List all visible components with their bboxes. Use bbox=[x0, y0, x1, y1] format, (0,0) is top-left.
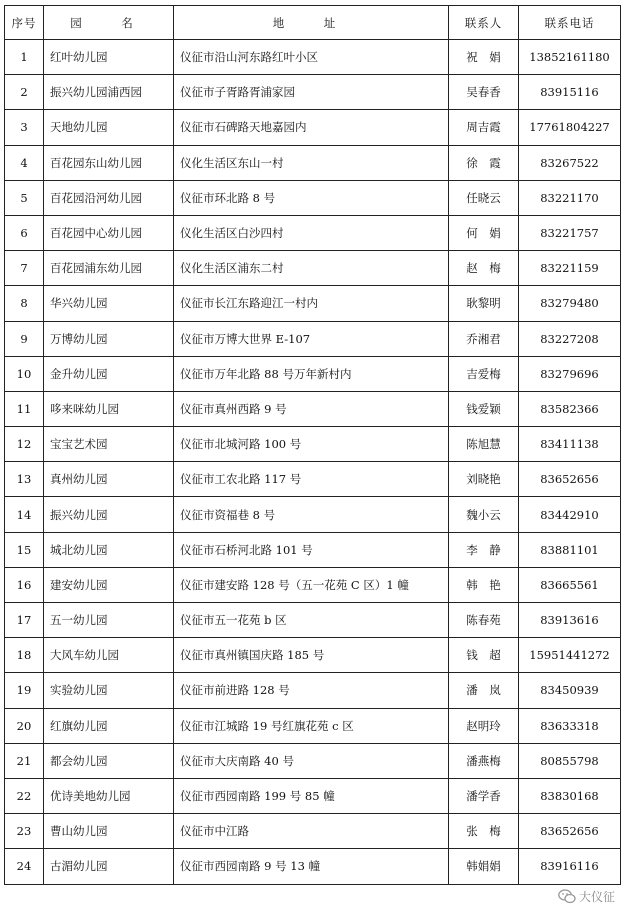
cell-name: 华兴幼儿园 bbox=[44, 286, 174, 321]
cell-name: 优诗美地幼儿园 bbox=[44, 778, 174, 813]
cell-name: 振兴幼儿园 bbox=[44, 497, 174, 532]
table-row bbox=[5, 532, 621, 567]
cell-contact: 乔湘君 bbox=[449, 321, 519, 356]
cell-contact: 祝 娟 bbox=[449, 40, 519, 75]
cell-name: 建安幼儿园 bbox=[44, 567, 174, 602]
table-row bbox=[5, 215, 621, 250]
cell-phone: 83221757 bbox=[519, 215, 621, 250]
cell-address: 仪征市大庆南路 40 号 bbox=[174, 743, 449, 778]
cell-phone: 83411138 bbox=[519, 427, 621, 462]
cell-address: 仪征市万年北路 88 号万年新村内 bbox=[174, 356, 449, 391]
cell-contact: 陈旭慧 bbox=[449, 427, 519, 462]
table-row bbox=[5, 708, 621, 743]
header-contact: 联系人 bbox=[449, 6, 519, 40]
cell-contact: 耿黎明 bbox=[449, 286, 519, 321]
cell-address: 仪征市环北路 8 号 bbox=[174, 180, 449, 215]
table-row bbox=[5, 603, 621, 638]
cell-name: 百花园浦东幼儿园 bbox=[44, 251, 174, 286]
cell-phone: 15951441272 bbox=[519, 638, 621, 673]
cell-name: 百花园中心幼儿园 bbox=[44, 215, 174, 250]
table-row bbox=[5, 286, 621, 321]
table-row bbox=[5, 110, 621, 145]
table-row bbox=[5, 356, 621, 391]
cell-contact: 张 梅 bbox=[449, 814, 519, 849]
cell-phone: 83915116 bbox=[519, 75, 621, 110]
cell-address: 仪征市五一花苑 b 区 bbox=[174, 603, 449, 638]
cell-address: 仪征市石桥河北路 101 号 bbox=[174, 532, 449, 567]
cell-address: 仪征市石碑路天地嘉园内 bbox=[174, 110, 449, 145]
cell-address: 仪征市前进路 128 号 bbox=[174, 673, 449, 708]
table-row bbox=[5, 180, 621, 215]
cell-address: 仪征市真州镇国庆路 185 号 bbox=[174, 638, 449, 673]
cell-number: 21 bbox=[5, 743, 44, 778]
cell-number: 19 bbox=[5, 673, 44, 708]
cell-address: 仪征市中江路 bbox=[174, 814, 449, 849]
cell-number: 3 bbox=[5, 110, 44, 145]
kindergarten-directory-table bbox=[4, 5, 621, 885]
header-address: 地 址 bbox=[174, 6, 449, 40]
cell-number: 10 bbox=[5, 356, 44, 391]
table-row bbox=[5, 743, 621, 778]
cell-name: 红叶幼儿园 bbox=[44, 40, 174, 75]
cell-phone: 83279696 bbox=[519, 356, 621, 391]
cell-address: 仪征市西园南路 9 号 13 幢 bbox=[174, 849, 449, 884]
table-row bbox=[5, 638, 621, 673]
wechat-icon bbox=[558, 889, 576, 904]
cell-phone: 83582366 bbox=[519, 391, 621, 426]
cell-address: 仪征市真州西路 9 号 bbox=[174, 391, 449, 426]
cell-phone: 80855798 bbox=[519, 743, 621, 778]
cell-address: 仪化生活区白沙四村 bbox=[174, 215, 449, 250]
table-row bbox=[5, 673, 621, 708]
header-name: 园 名 bbox=[44, 6, 174, 40]
cell-contact: 周吉霞 bbox=[449, 110, 519, 145]
cell-number: 16 bbox=[5, 567, 44, 602]
cell-contact: 何 娟 bbox=[449, 215, 519, 250]
table-row bbox=[5, 427, 621, 462]
watermark bbox=[558, 888, 615, 905]
cell-phone: 83221159 bbox=[519, 251, 621, 286]
cell-address: 仪征市万博大世界 E-107 bbox=[174, 321, 449, 356]
cell-number: 4 bbox=[5, 145, 44, 180]
cell-name: 万博幼儿园 bbox=[44, 321, 174, 356]
cell-contact: 刘晓艳 bbox=[449, 462, 519, 497]
cell-name: 振兴幼儿园浦西园 bbox=[44, 75, 174, 110]
cell-number: 8 bbox=[5, 286, 44, 321]
cell-contact: 赵 梅 bbox=[449, 251, 519, 286]
table-row bbox=[5, 814, 621, 849]
cell-phone: 17761804227 bbox=[519, 110, 621, 145]
cell-name: 大风车幼儿园 bbox=[44, 638, 174, 673]
cell-number: 23 bbox=[5, 814, 44, 849]
cell-address: 仪化生活区东山一村 bbox=[174, 145, 449, 180]
cell-number: 12 bbox=[5, 427, 44, 462]
cell-name: 天地幼儿园 bbox=[44, 110, 174, 145]
cell-number: 18 bbox=[5, 638, 44, 673]
cell-number: 7 bbox=[5, 251, 44, 286]
cell-phone: 83913616 bbox=[519, 603, 621, 638]
watermark-text: 大仪征 bbox=[578, 890, 615, 904]
table-header-row bbox=[5, 6, 621, 40]
cell-phone: 83442910 bbox=[519, 497, 621, 532]
cell-number: 6 bbox=[5, 215, 44, 250]
cell-phone: 83652656 bbox=[519, 814, 621, 849]
cell-contact: 赵明玲 bbox=[449, 708, 519, 743]
cell-contact: 钱爱颖 bbox=[449, 391, 519, 426]
cell-name: 都会幼儿园 bbox=[44, 743, 174, 778]
cell-phone: 83227208 bbox=[519, 321, 621, 356]
cell-contact: 吴春香 bbox=[449, 75, 519, 110]
cell-name: 宝宝艺术园 bbox=[44, 427, 174, 462]
cell-name: 曹山幼儿园 bbox=[44, 814, 174, 849]
cell-address: 仪征市建安路 128 号（五一花苑 C 区）1 幢 bbox=[174, 567, 449, 602]
cell-contact: 潘 岚 bbox=[449, 673, 519, 708]
cell-name: 哆来咪幼儿园 bbox=[44, 391, 174, 426]
cell-contact: 钱 超 bbox=[449, 638, 519, 673]
table-row bbox=[5, 462, 621, 497]
cell-number: 5 bbox=[5, 180, 44, 215]
cell-phone: 83916116 bbox=[519, 849, 621, 884]
header-number: 序号 bbox=[5, 6, 44, 40]
cell-phone: 83881101 bbox=[519, 532, 621, 567]
cell-number: 1 bbox=[5, 40, 44, 75]
table-row bbox=[5, 849, 621, 884]
cell-number: 17 bbox=[5, 603, 44, 638]
cell-contact: 韩娟娟 bbox=[449, 849, 519, 884]
cell-contact: 李 静 bbox=[449, 532, 519, 567]
cell-address: 仪征市江城路 19 号红旗花苑 c 区 bbox=[174, 708, 449, 743]
table-row bbox=[5, 40, 621, 75]
cell-phone: 83221170 bbox=[519, 180, 621, 215]
cell-number: 20 bbox=[5, 708, 44, 743]
cell-name: 城北幼儿园 bbox=[44, 532, 174, 567]
cell-phone: 83665561 bbox=[519, 567, 621, 602]
table-row bbox=[5, 778, 621, 813]
cell-contact: 魏小云 bbox=[449, 497, 519, 532]
cell-contact: 徐 霞 bbox=[449, 145, 519, 180]
cell-number: 2 bbox=[5, 75, 44, 110]
cell-address: 仪征市子胥路胥浦家园 bbox=[174, 75, 449, 110]
cell-name: 金升幼儿园 bbox=[44, 356, 174, 391]
cell-contact: 陈春苑 bbox=[449, 603, 519, 638]
cell-name: 百花园东山幼儿园 bbox=[44, 145, 174, 180]
cell-address: 仪征市沿山河东路红叶小区 bbox=[174, 40, 449, 75]
cell-phone: 83652656 bbox=[519, 462, 621, 497]
table-row bbox=[5, 75, 621, 110]
cell-number: 15 bbox=[5, 532, 44, 567]
cell-name: 红旗幼儿园 bbox=[44, 708, 174, 743]
cell-phone: 83830168 bbox=[519, 778, 621, 813]
cell-phone: 83633318 bbox=[519, 708, 621, 743]
cell-address: 仪征市长江东路迎江一村内 bbox=[174, 286, 449, 321]
cell-number: 14 bbox=[5, 497, 44, 532]
table-row bbox=[5, 251, 621, 286]
cell-number: 24 bbox=[5, 849, 44, 884]
cell-phone: 83279480 bbox=[519, 286, 621, 321]
cell-name: 古湄幼儿园 bbox=[44, 849, 174, 884]
table-row bbox=[5, 321, 621, 356]
cell-contact: 潘燕梅 bbox=[449, 743, 519, 778]
cell-name: 真州幼儿园 bbox=[44, 462, 174, 497]
cell-phone: 83267522 bbox=[519, 145, 621, 180]
cell-contact: 潘学香 bbox=[449, 778, 519, 813]
cell-address: 仪化生活区浦东二村 bbox=[174, 251, 449, 286]
cell-name: 实验幼儿园 bbox=[44, 673, 174, 708]
cell-number: 9 bbox=[5, 321, 44, 356]
cell-address: 仪征市工农北路 117 号 bbox=[174, 462, 449, 497]
table-row bbox=[5, 145, 621, 180]
table-row bbox=[5, 567, 621, 602]
cell-contact: 韩 艳 bbox=[449, 567, 519, 602]
cell-name: 五一幼儿园 bbox=[44, 603, 174, 638]
cell-address: 仪征市西园南路 199 号 85 幢 bbox=[174, 778, 449, 813]
cell-phone: 13852161180 bbox=[519, 40, 621, 75]
cell-number: 13 bbox=[5, 462, 44, 497]
cell-contact: 吉爱梅 bbox=[449, 356, 519, 391]
cell-phone: 83450939 bbox=[519, 673, 621, 708]
table-row bbox=[5, 497, 621, 532]
cell-contact: 任晓云 bbox=[449, 180, 519, 215]
cell-name: 百花园沿河幼儿园 bbox=[44, 180, 174, 215]
cell-address: 仪征市北城河路 100 号 bbox=[174, 427, 449, 462]
cell-number: 11 bbox=[5, 391, 44, 426]
cell-address: 仪征市资福巷 8 号 bbox=[174, 497, 449, 532]
header-phone: 联系电话 bbox=[519, 6, 621, 40]
table-row bbox=[5, 391, 621, 426]
cell-number: 22 bbox=[5, 778, 44, 813]
